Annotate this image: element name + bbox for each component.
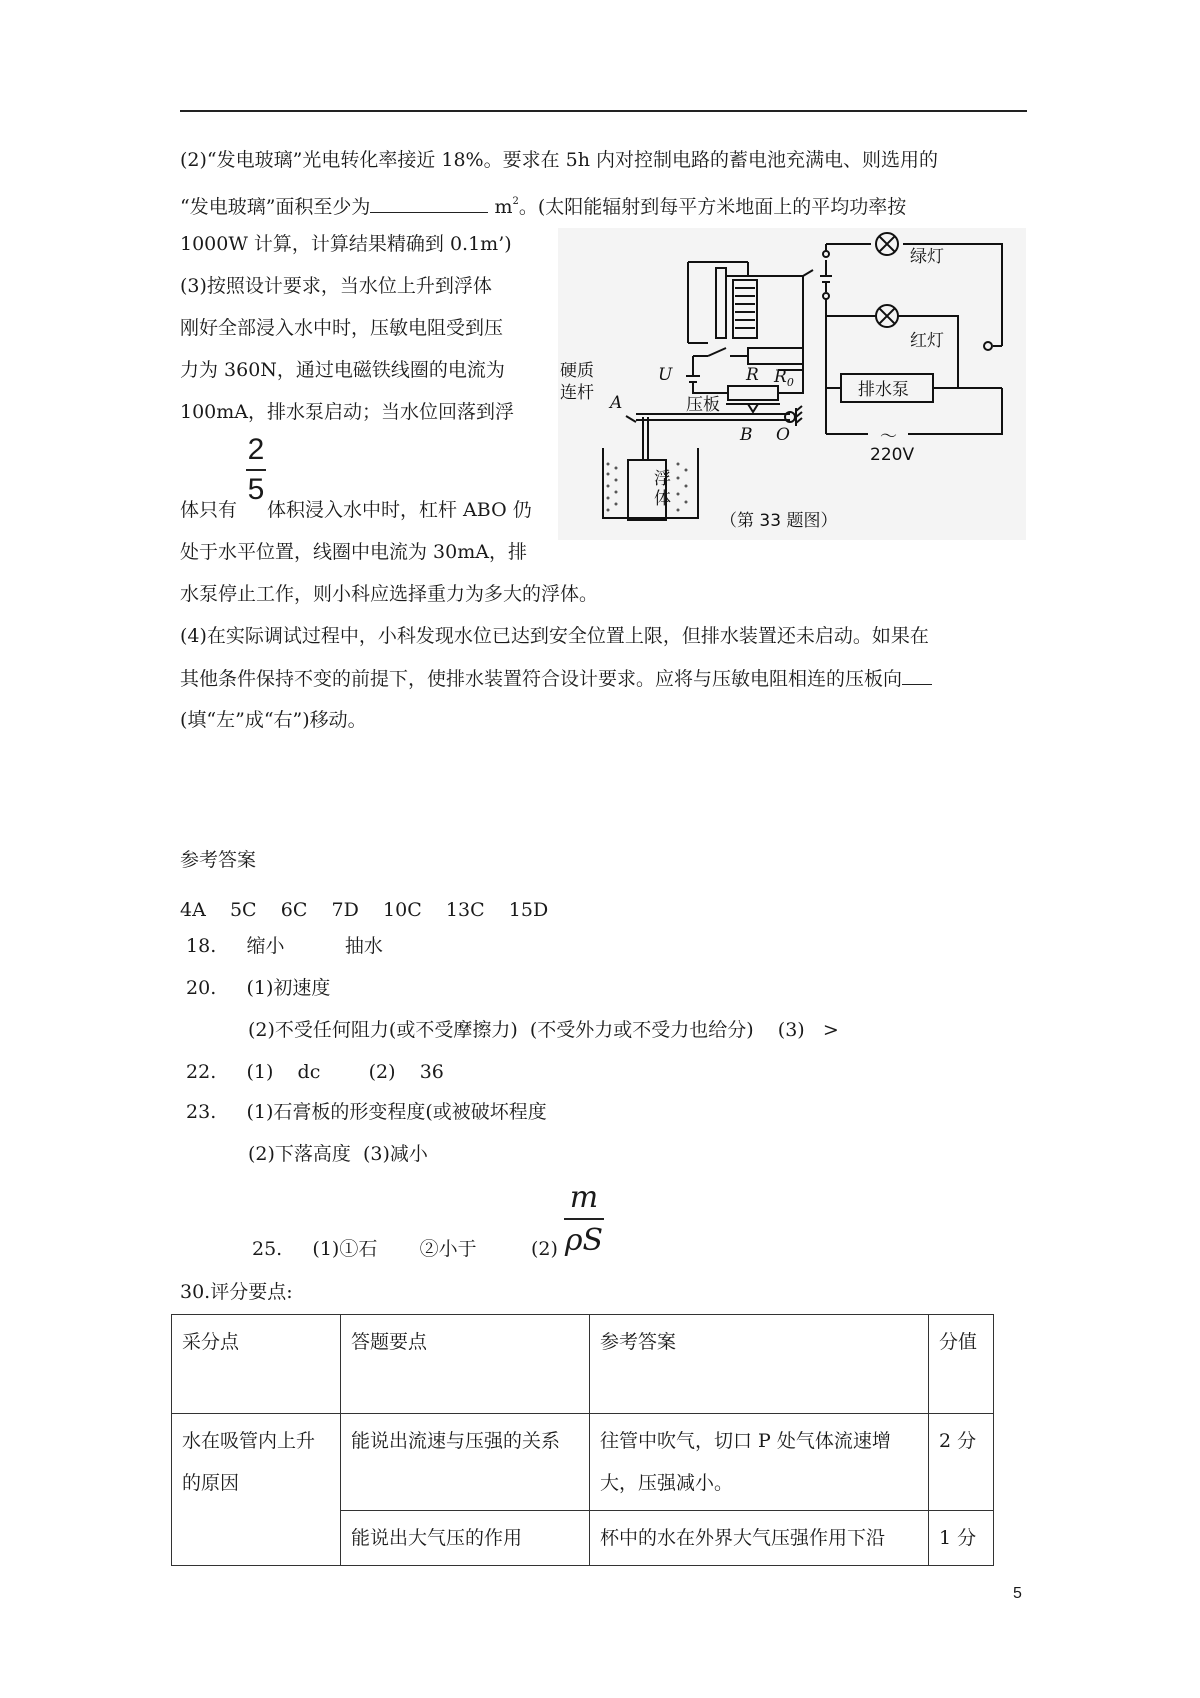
answer-blank-direction <box>902 666 932 685</box>
fraction-two-fifths: 2 5 <box>247 433 265 506</box>
answers-title: 参考答案 <box>180 849 257 871</box>
red-lamp-label: 红灯 <box>910 331 944 351</box>
q4-line1: (4)在实际调试过程中，小科发现水位已达到安全位置上限，但排水装置还未启动。如果在 <box>180 625 929 647</box>
q3-line7: 水泵停止工作，则小科应选择重力为多大的浮体。 <box>180 583 599 605</box>
q3-line3: 力为 360N，通过电磁铁线圈的电流为 <box>180 359 505 381</box>
rod-label-2: 连杆 <box>560 383 594 403</box>
answer-30-title: 30.评分要点: <box>180 1281 293 1303</box>
q3-line5: 体只有 体积浸入水中时，杠杆 ABO 仍 <box>180 499 532 521</box>
header-rule <box>180 110 1027 112</box>
scoring-table <box>171 1314 994 1566</box>
green-lamp-label: 绿灯 <box>910 247 944 267</box>
table-header-cell: 参考答案 <box>590 1315 929 1414</box>
table-header-cell: 采分点 <box>172 1315 341 1414</box>
circuit-diagram-svg <box>558 228 1026 540</box>
q3-line1: (3)按照设计要求，当水位上升到浮体 <box>180 275 492 297</box>
page-number: 5 <box>1013 1585 1022 1602</box>
q2-line2: “发电玻璃”面积至少为 $m^2$。(太阳能辐射到每平方米地面上的平均功率按 <box>180 196 907 218</box>
voltage-label: 220V <box>870 445 915 465</box>
battery-u-label: U <box>658 365 673 385</box>
q4-line2: 其他条件保持不变的前提下，使排水装置符合设计要求。应将与压敏电阻相连的压板向 <box>180 666 932 691</box>
resistor-r0 <box>748 348 803 364</box>
answers-mc: 4A 5C 6C 7D 10C 13C 15D <box>180 899 549 921</box>
table-row <box>172 1414 994 1511</box>
ac-symbol: ～ <box>880 427 897 447</box>
pump-label: 排水泵 <box>858 380 909 400</box>
q3-line6: 处于水平位置，线圈中电流为 30mA，排 <box>180 541 527 563</box>
table-header-cell: 分值 <box>929 1315 994 1414</box>
answer-blank-area <box>370 194 488 213</box>
resistor-r-label: R <box>746 365 759 385</box>
circuit-diagram <box>558 228 1026 540</box>
point-a-label: A <box>610 393 623 413</box>
fraction-m-over-rho-s: m ρS <box>564 1180 604 1258</box>
table-cell: 2 分 <box>929 1414 994 1511</box>
table-header-row <box>172 1315 994 1414</box>
table-cell: 能说出流速与压强的关系 <box>341 1414 590 1511</box>
table-cell: 能说出大气压的作用 <box>341 1511 590 1566</box>
q4-line3: (填“左”成“右”)移动。 <box>180 709 367 731</box>
point-o-label: O <box>776 425 790 445</box>
diagram-caption: （第 33 题图） <box>720 511 838 531</box>
answer-20-1: 20. (1)初速度 <box>180 977 331 999</box>
pressure-resistor <box>728 386 778 400</box>
relay-armature-post <box>716 268 726 338</box>
q3-line2: 刚好全部浸入水中时，压敏电阻受到压 <box>180 317 504 339</box>
table-cell: 水在吸管内上升的原因 <box>172 1414 341 1566</box>
plate-label: 压板 <box>686 395 720 415</box>
answer-23-2: (2)下落高度 (3)减小 <box>248 1143 428 1165</box>
rod-label-1: 硬质 <box>560 361 594 381</box>
answer-22: 22. (1) dc (2) 36 <box>180 1061 444 1083</box>
q3-line4: 100mA，排水泵启动；当水位回落到浮 <box>180 401 515 423</box>
float-label-1: 浮 <box>654 469 671 489</box>
table-cell: 往管中吹气，切口 P 处气体流速增大，压强减小。 <box>590 1414 929 1511</box>
q2-line1: (2)“发电玻璃”光电转化率接近 18%。要求在 5h 内对控制电路的蓄电池充满电、则选用的 <box>180 149 939 171</box>
answer-18: 18. 缩小 抽水 <box>180 935 383 957</box>
table-cell: 杯中的水在外界大气压强作用下沿 <box>590 1511 929 1566</box>
point-b-label: B <box>740 425 753 445</box>
answer-25: 25. (1)①石 ②小于 (2) <box>252 1238 558 1260</box>
float-label-2: 体 <box>654 489 671 509</box>
answer-20-2: (2)不受任何阻力(或不受摩擦力) (不受外力或不受力也给分) (3) > <box>248 1019 839 1041</box>
answer-23-1: 23. (1)石膏板的形变程度(或被破坏程度 <box>180 1101 547 1123</box>
q2-line3: 1000W 计算，计算结果精确到 0.1m’) <box>180 233 512 255</box>
resistor-r0-label: $R_0$ <box>774 367 794 389</box>
table-cell: 1 分 <box>929 1511 994 1566</box>
table-header-cell: 答题要点 <box>341 1315 590 1414</box>
